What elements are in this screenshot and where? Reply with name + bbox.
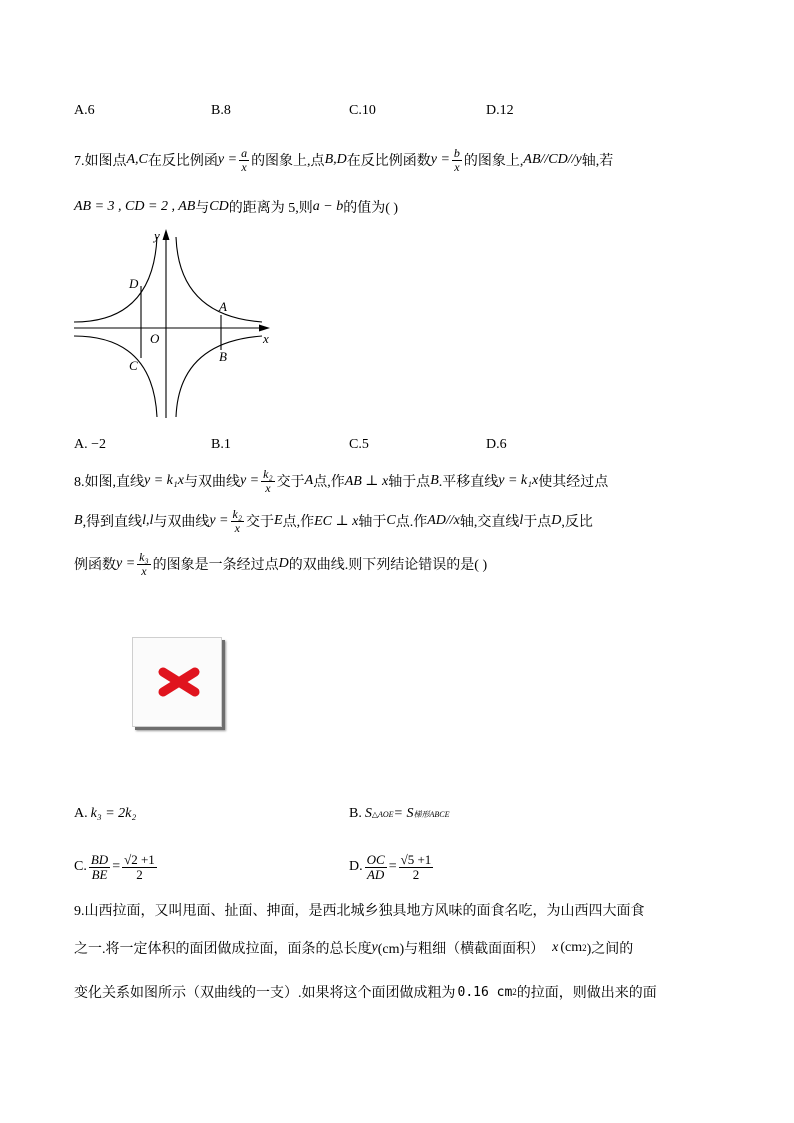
q9-math: y — [371, 940, 378, 955]
q8-text: .平移直线 — [438, 475, 499, 490]
broken-image-placeholder — [132, 637, 222, 727]
q9-text: 之一.将一定体积的面团做成拉面，面条的总长度 — [74, 942, 372, 957]
label-b: B — [219, 349, 227, 364]
q8-fraction-k2-over-x — [231, 508, 245, 534]
q7-math: CD — [209, 199, 229, 214]
option-fraction — [89, 853, 110, 881]
q9-math: x — [552, 940, 559, 955]
q8-text: 点,作 — [313, 475, 345, 490]
q8-math: l — [519, 513, 524, 528]
q8-text: 轴于点 — [388, 475, 431, 490]
fraction-numerator: √2 +1 — [124, 851, 155, 867]
fraction-denominator: x — [454, 159, 460, 174]
q9-text: (cm — [560, 940, 583, 955]
q9-text: )之间的 — [586, 942, 634, 957]
q8-text: , — [145, 513, 150, 528]
fraction-numerator: BD — [90, 851, 109, 867]
label-d: D — [129, 276, 139, 291]
q7-line-1 — [74, 140, 613, 180]
q7-math: A,C — [126, 152, 148, 167]
q8-text: 与双曲线 — [183, 475, 240, 490]
q8-math: y = k₁x — [144, 473, 184, 488]
q8-text: ,反比 — [561, 515, 593, 530]
q7-math: y = — [217, 152, 238, 167]
q8-option-c — [74, 846, 159, 888]
option-expr: = — [112, 859, 121, 874]
q8-math: y = k₁x — [498, 473, 539, 488]
q8-text: 交于 — [276, 475, 305, 490]
fraction-denominator: x — [265, 480, 271, 495]
fraction-numerator: k₂ — [263, 466, 273, 481]
q7-text: 的图象上,点 — [251, 154, 325, 169]
q7-text: 的图象上, — [463, 154, 524, 169]
q7-text: 轴,若 — [581, 154, 614, 169]
q8-option-b — [349, 803, 450, 825]
q8-math: y = — [209, 513, 229, 528]
q7-text: 与 — [195, 201, 210, 216]
q8-math: B — [74, 513, 83, 528]
q9-math: 0.16 cm — [457, 984, 513, 1000]
option-subscript: 梯形ABCE — [413, 809, 450, 819]
q7-line-2 — [74, 197, 398, 217]
q8-text: 点,作 — [282, 515, 315, 530]
q7-option-c: C.5 — [349, 437, 369, 452]
fraction-denominator: 2 — [412, 866, 420, 882]
hyperbola-branch-q3 — [74, 336, 157, 417]
q9-line-2 — [74, 936, 633, 960]
q9-text: (cm)与粗细（横截面面积） — [377, 942, 545, 957]
q8-text: 的双曲线.则下列结论错误的是( ) — [288, 558, 488, 573]
q7-text: 在反比例函 — [147, 154, 218, 169]
q8-text: ,得到直线 — [82, 515, 143, 530]
q8-math: l — [142, 513, 146, 528]
fraction-numerator: k₃ — [139, 549, 149, 564]
q9-line-3 — [74, 980, 657, 1004]
option-label: C. — [74, 859, 87, 874]
fraction-numerator: √5 +1 — [400, 851, 432, 867]
q6-option-b: B.8 — [211, 103, 231, 118]
broken-image-icon — [133, 638, 221, 726]
fraction-denominator: AD — [366, 866, 385, 882]
q8-math: y = — [239, 473, 260, 488]
q8-line-1 — [74, 461, 608, 501]
q8-text: 例函数 — [74, 558, 116, 573]
q8-option-d — [349, 846, 435, 888]
q8-math: y = — [116, 556, 136, 571]
q8-fraction-k3-over-x — [137, 551, 151, 577]
q8-math: A — [304, 473, 314, 488]
q7-option-b: B.1 — [211, 437, 231, 452]
q7-text: 在反比例函数 — [346, 154, 431, 169]
q8-text: 轴,交直线 — [459, 515, 520, 530]
q8-text: 的图象是一条经过点 — [152, 558, 279, 573]
label-origin: O — [150, 331, 160, 346]
q8-option-a — [74, 803, 136, 825]
option-label: A. — [74, 806, 88, 821]
q7-math: y = — [430, 152, 450, 167]
q9-line-1 — [74, 899, 645, 921]
fraction-numerator: OC — [366, 851, 385, 867]
option-fraction — [399, 853, 434, 881]
q8-text: 交于 — [246, 515, 275, 530]
option-expr: = S — [393, 806, 414, 821]
label-y: y — [154, 228, 160, 243]
q6-option-c: C.10 — [349, 103, 376, 118]
q8-text: 使其经过点 — [538, 475, 609, 490]
q7-fraction-a-over-x — [239, 147, 249, 173]
fraction-numerator: k₂ — [232, 506, 243, 521]
hyperbola-branch-q2 — [74, 237, 157, 322]
option-expr: S — [364, 806, 372, 821]
q7-math: AB = 3 , CD = 2 , AB — [74, 199, 196, 214]
q7-option-d: D.6 — [486, 437, 507, 452]
q8-text: 轴于 — [358, 515, 387, 530]
q8-math: B — [430, 473, 439, 488]
q8-line-3 — [74, 544, 487, 584]
q8-fraction-k2-over-x — [261, 468, 275, 494]
option-fraction — [365, 853, 387, 881]
q8-math: AB ⊥ x — [344, 473, 389, 489]
q6-option-d: D.12 — [486, 103, 514, 118]
option-label: B. — [349, 806, 362, 821]
q7-math: a − b — [312, 199, 344, 214]
option-expr: = — [388, 859, 397, 874]
option-expr: k₃ = 2k₂ — [90, 806, 137, 821]
fraction-denominator: x — [141, 563, 147, 578]
q8-text: 点.作 — [395, 515, 428, 530]
q7-text: 7.如图点 — [74, 154, 127, 169]
fraction-denominator: x — [241, 159, 247, 174]
q8-math: l — [149, 513, 154, 528]
q8-text: 于点 — [523, 515, 552, 530]
y-axis-arrow-icon — [163, 229, 170, 240]
q7-option-a: A. −2 — [74, 437, 107, 452]
fraction-denominator: BE — [91, 866, 108, 882]
option-subscript: △AOE — [371, 809, 394, 819]
fraction-denominator: 2 — [136, 866, 143, 882]
q8-text: 与双曲线 — [153, 515, 210, 530]
q9-text: 变化关系如图所示（双曲线的一支）.如果将这个面团做成粗为 — [74, 986, 456, 1001]
q7-math: B,D — [324, 152, 347, 167]
q7-hyperbola-figure — [66, 226, 282, 422]
q9-superscript: 2 — [582, 943, 587, 953]
fraction-denominator: x — [234, 520, 240, 535]
option-fraction — [122, 853, 157, 881]
q7-fraction-b-over-x — [452, 147, 462, 173]
option-label: D. — [349, 859, 363, 874]
label-a: A — [219, 299, 227, 314]
fraction-numerator: a — [241, 145, 248, 160]
q9-text: 的拉面，则做出来的面 — [516, 986, 657, 1001]
q8-line-2 — [74, 501, 593, 541]
q9-superscript: 2 — [512, 987, 517, 997]
label-c: C — [129, 358, 138, 373]
q8-math: EC ⊥ x — [314, 513, 359, 529]
q9-text: 9.山西拉面，又叫甩面、扯面、抻面，是西北城乡独具地方风味的面食名吃，为山西四大面食 — [74, 904, 645, 919]
q8-math: D — [551, 513, 562, 528]
q8-math: E — [274, 513, 283, 528]
q8-math: AD//x — [427, 513, 460, 528]
q8-math: C — [386, 513, 396, 528]
label-x: x — [263, 331, 269, 346]
q8-text: 8.如图,直线 — [74, 475, 144, 490]
q6-option-a: A.6 — [74, 103, 95, 118]
fraction-numerator: b — [453, 145, 460, 160]
q7-math: AB//CD//y — [523, 152, 582, 167]
q8-math: D — [278, 556, 289, 571]
q7-text: 的值为( ) — [343, 201, 399, 216]
q7-text: 的距离为 5,则 — [228, 201, 313, 216]
